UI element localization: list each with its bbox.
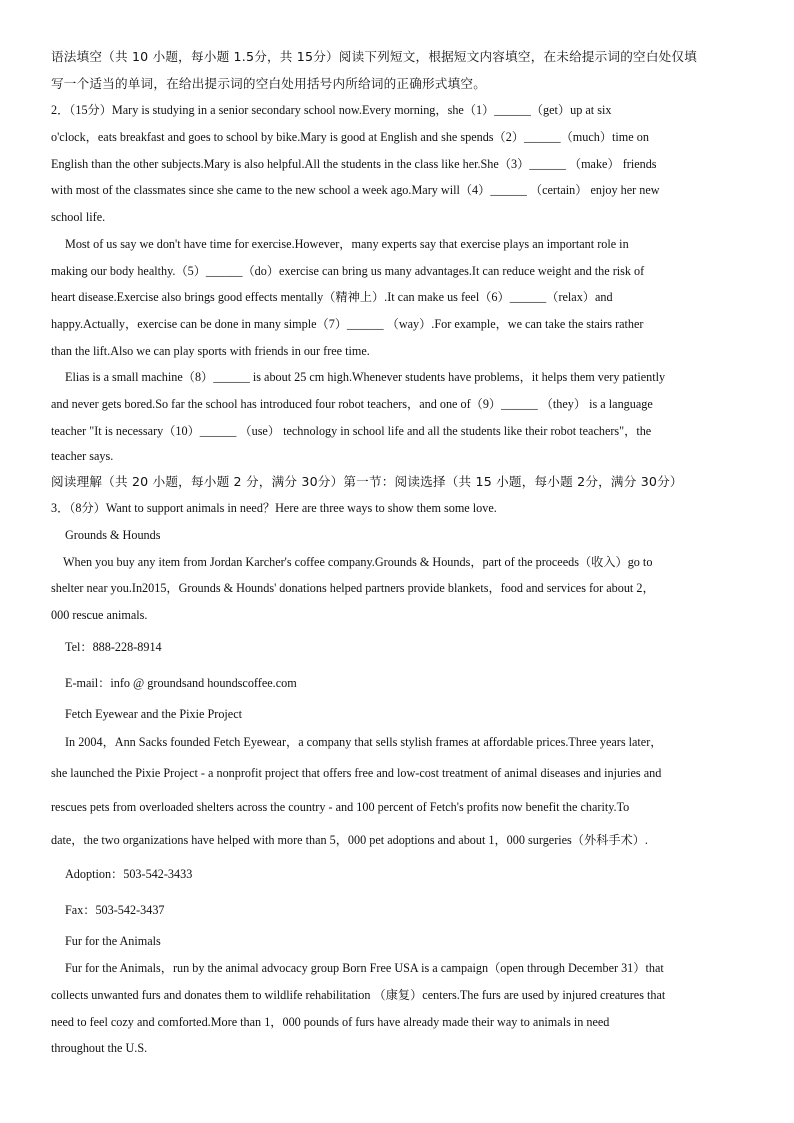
org3-line-3: need to feel cozy and comforted.More than 1，000 pounds of furs have already made their way to animals in need xyxy=(51,1014,610,1029)
q2-line-1: 2．（15分）Mary is studying in a senior secondary school now.Every morning，she（1）______（get）up at six xyxy=(51,103,612,118)
org1-line-1: When you buy any item from Jordan Karcher's coffee company.Grounds & Hounds，part of the proceeds（收入）go to xyxy=(63,554,653,569)
org1-line-2: shelter near you.In2015，Grounds & Hounds' donations helped partners provide blankets，food and services for about 2， xyxy=(51,581,655,596)
q2-line-7: making our body healthy.（5）______（do）exercise can bring us many advantages.It can reduce weight and the risk of xyxy=(51,263,645,278)
org2-title: Fetch Eyewear and the Pixie Project xyxy=(65,706,242,721)
q2-line-9: happy.Actually，exercise can be done in many simple（7）______ （way）.For example，we can take the stairs rather xyxy=(51,316,644,331)
org2-line-1: In 2004，Ann Sacks founded Fetch Eyewear，a company that sells stylish frames at affordable prices.Three years later， xyxy=(65,735,663,750)
q2-line-8: heart disease.Exercise also brings good effects mentally（精神上）.It can make us feel（6）______（relax）and xyxy=(51,290,613,305)
q2-line-11: Elias is a small machine（8）______ is about 25 cm high.Whenever students have problems，it helps them very patiently xyxy=(65,370,666,385)
org2-line-3: rescues pets from overloaded shelters across the country - and 100 percent of Fetch's profits now benefit the charity.To xyxy=(51,800,630,815)
q2-line-14: teacher says. xyxy=(51,449,114,464)
org3-line-2: collects unwanted furs and donates them to wildlife rehabilitation （康复）centers.The furs are used by injured creatures that xyxy=(51,987,666,1002)
org2-adoption: Adoption：503-542-3433 xyxy=(65,867,193,882)
org1-line-3: 000 rescue animals. xyxy=(51,608,148,623)
org2-line-4: date，the two organizations have helped with more than 5，000 pet adoptions and about 1，000 surgeries（外科手术）. xyxy=(51,833,648,848)
q2-line-10: than the lift.Also we can play sports with friends in our free time. xyxy=(51,343,370,358)
section1-heading-line-2: 写一个适当的单词，在给出提示词的空白处用括号内所给词的正确形式填空。 xyxy=(51,75,486,91)
org3-line-4: throughout the U.S. xyxy=(51,1041,148,1056)
document-page xyxy=(51,44,757,1062)
q2-line-6: Most of us say we don't have time for exercise.However，many experts say that exercise plays an important role in xyxy=(65,236,629,251)
section1-heading-line-1: 语法填空（共 10 小题，每小题 1.5分，共 15分）阅读下列短文，根据短文内容填空，在未给提示词的空白处仅填 xyxy=(51,49,698,64)
section2-heading: 阅读理解（共 20 小题，每小题 2 分，满分 30分）第一节：阅读选择（共 15 小题，每小题 2分，满分 30分） xyxy=(51,474,683,490)
q2-line-4: with most of the classmates since she came to the new school a week ago.Mary will（4）______ （certain） enjoy her new xyxy=(51,183,660,198)
org3-line-1: Fur for the Animals，run by the animal advocacy group Born Free USA is a campaign（open through December 31）that xyxy=(65,961,664,976)
q2-line-3: English than the other subjects.Mary is also helpful.All the students in the class like her.She（3）______ （make） friends xyxy=(51,156,657,171)
org3-title: Fur for the Animals xyxy=(65,934,161,949)
org1-tel: Tel：888-228-8914 xyxy=(65,639,162,654)
q2-line-12: and never gets bored.So far the school has introduced four robot teachers，and one of（9）______ （they） is a language xyxy=(51,396,653,411)
q2-line-13: teacher "It is necessary（10）______ （use） technology in school life and all the students like their robot teachers"，the xyxy=(51,423,652,438)
org1-email: E-mail：info @ groundsand houndscoffee.com xyxy=(65,675,297,690)
q3-intro: 3．（8分）Want to support animals in need？Here are three ways to show them some love. xyxy=(51,501,497,516)
q2-line-5: school life. xyxy=(51,210,106,225)
org1-title: Grounds & Hounds xyxy=(65,528,161,542)
org2-line-2: she launched the Pixie Project - a nonprofit project that offers free and low-cost treatment of animal diseases and injuries and xyxy=(51,766,662,781)
org2-fax: Fax：503-542-3437 xyxy=(65,903,165,918)
q2-line-2: o'clock，eats breakfast and goes to school by bike.Mary is good at English and she spends（2）______（much）time on xyxy=(51,130,649,145)
